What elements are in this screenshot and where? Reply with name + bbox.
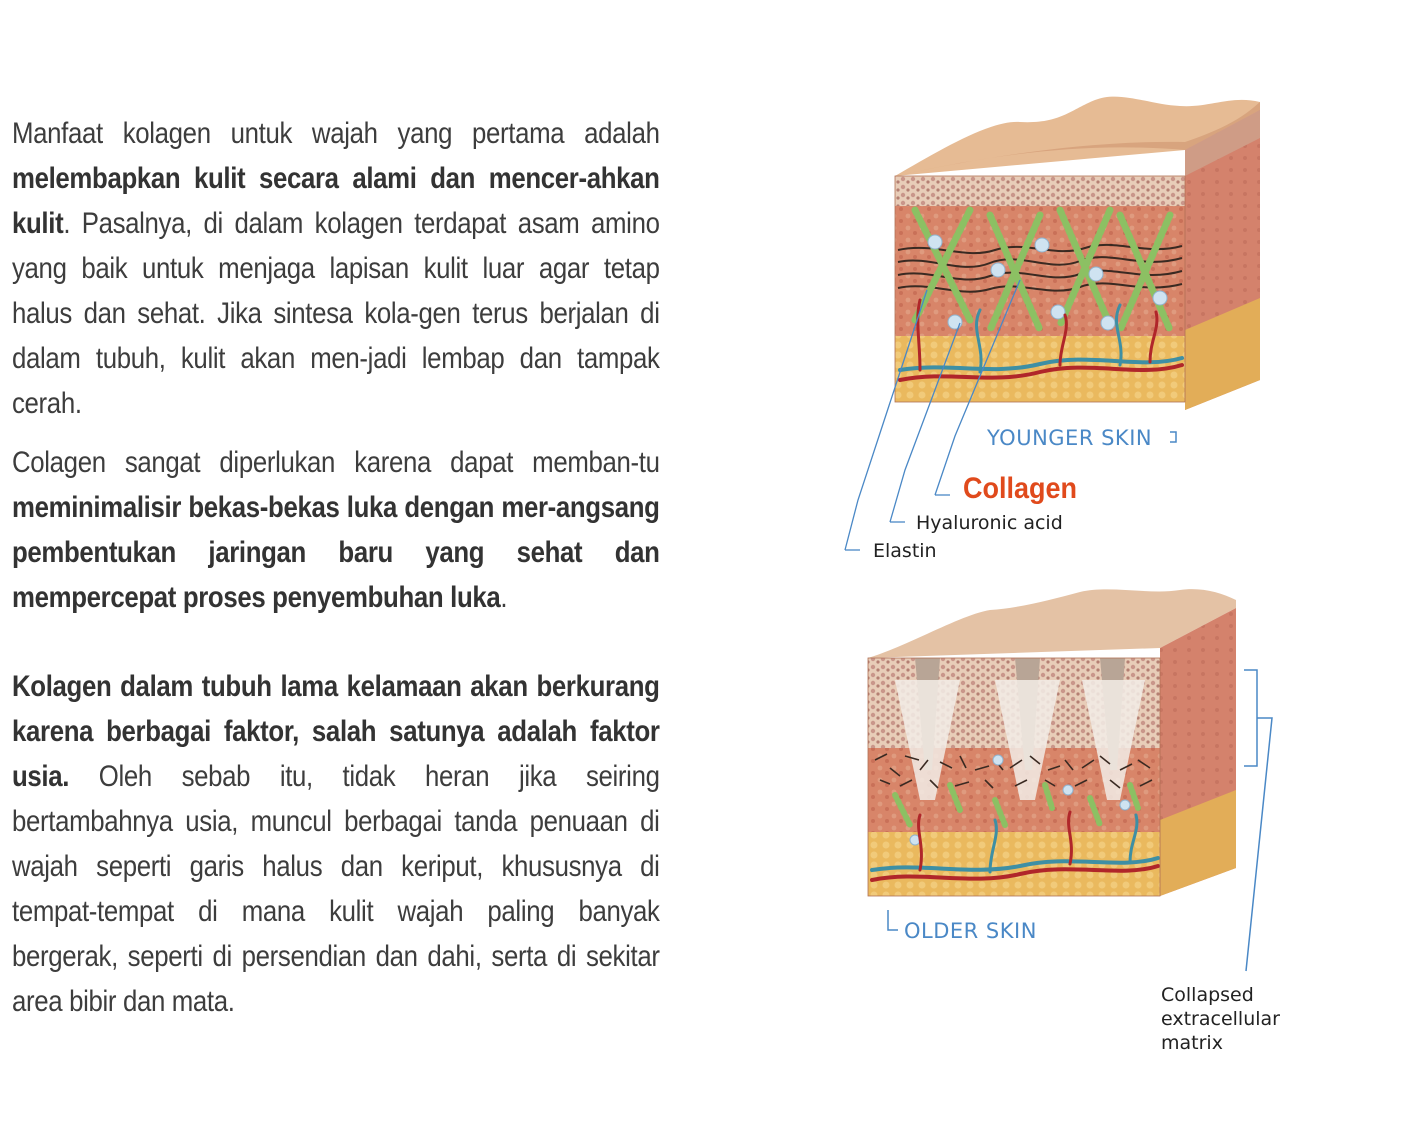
p3-bold: Kolagen dalam tubuh lama kelamaan akan berkurang karena berbagai faktor, salah satunya adalah faktor usia. (12, 670, 660, 793)
elastin-label: Elastin (873, 540, 937, 562)
collapsed-label-line-2: extracellular (1161, 1008, 1280, 1030)
article-text (12, 111, 660, 1024)
p2-bold: meminimalisir bekas-bekas luka dengan mer-angsang pembentukan jaringan baru yang sehat dan mempercepat proses penyembuhan luka (12, 491, 660, 614)
collagen-label: Collagen (963, 472, 1078, 505)
p2-text-a: Colagen sangat diperlukan karena dapat memban-tu (12, 446, 660, 479)
p1-text-a: Manfaat kolagen untuk wajah yang pertama adalah (12, 117, 660, 150)
younger-skin-block (895, 97, 1260, 442)
collapsed-ecm-label (1161, 983, 1280, 1055)
p1-bold: melembapkan kulit secara alami dan mencer-ahkan kulit (12, 162, 660, 240)
younger-skin-label: YOUNGER SKIN (987, 426, 1153, 450)
paragraph-aging (12, 664, 660, 1024)
hyaluronic-acid-label: Hyaluronic acid (916, 512, 1063, 534)
collapsed-label-line-1: Collapsed (1161, 984, 1254, 1006)
paragraph-moisturize (12, 111, 660, 426)
skin-illustration (820, 80, 1400, 1080)
paragraph-wound-healing (12, 440, 660, 620)
collapsed-ecm-bracket (1244, 670, 1272, 971)
older-skin-block (868, 589, 1236, 930)
older-skin-label: OLDER SKIN (904, 919, 1037, 943)
p2-text-c: . (500, 581, 508, 614)
p3-text-c: Oleh sebab itu, tidak heran jika seiring bertambahnya usia, muncul berbagai tanda penuaan di wajah seperti garis halus dan keriput, khususnya di tempat-tempat di mana kulit wajah paling banyak bergerak, seperti di persendian dan dahi, serta di sekitar area bibir dan mata. (12, 760, 660, 1018)
p1-text-c: . Pasalnya, di dalam kolagen terdapat asam amino yang baik untuk menjaga lapisan kulit luar agar tetap halus dan sehat. Jika sintesa kola-gen terus berjalan di dalam tubuh, kulit akan men-jadi lembap dan tampak cerah. (12, 207, 660, 420)
collapsed-label-line-3: matrix (1161, 1032, 1223, 1054)
